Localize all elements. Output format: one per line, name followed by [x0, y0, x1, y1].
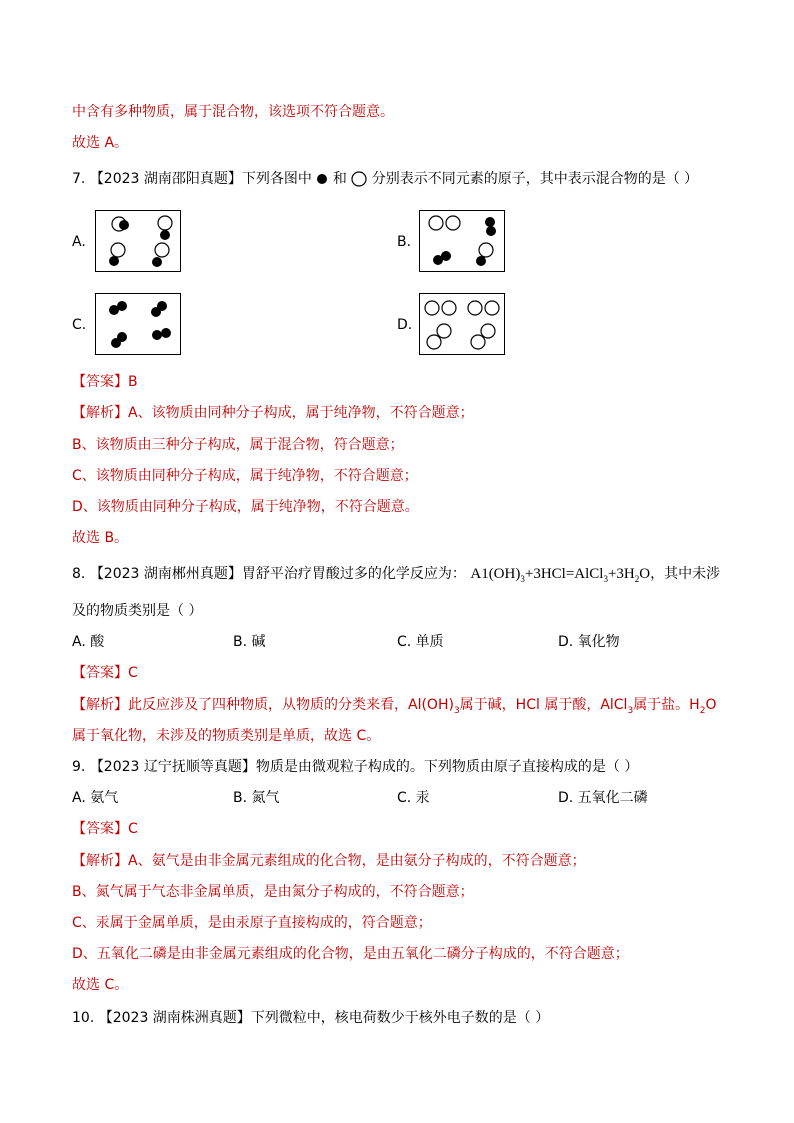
option-d-label: D.	[397, 317, 413, 333]
prev-answer-line: 中含有多种物质，属于混合物，该选项不符合题意。	[72, 104, 394, 120]
q7-source: 【2023 湖南邵阳真题】	[89, 171, 242, 187]
q8-number: 8.	[72, 566, 86, 582]
q8-analysis-tag: 【解析】	[72, 697, 128, 713]
q7-analysis-2: C、该物质由同种分子构成，属于纯净物，不符合题意；	[72, 468, 418, 484]
q8-source: 【2023 湖南郴州真题】	[89, 566, 242, 582]
q8-analysis-d: O	[705, 697, 717, 713]
eq-part-b: +3HCl=AlCl	[524, 566, 604, 582]
q8-analysis-sub1: 3	[453, 706, 460, 716]
q9-option-c: C. 汞	[397, 790, 430, 806]
prev-conclusion: 故选 A。	[72, 135, 129, 151]
q9-analysis-3: D、五氧化二磷是由非金属元素组成的化合物，是由五氧化二磷分子构成的，不符合题意；	[72, 946, 629, 962]
option-c-figure	[95, 293, 181, 355]
q7-analysis-3: D、该物质由同种分子构成，属于纯净物，不符合题意。	[72, 499, 419, 515]
eq-sub-2: 3	[603, 574, 608, 584]
q8-option-c: C. 单质	[397, 634, 444, 650]
q8-stem-line2: 及的物质类别是（ ）	[72, 603, 203, 619]
q10-stem	[72, 1008, 549, 1028]
q8-analysis-sub2: 3	[627, 706, 634, 716]
option-d-figure	[419, 293, 505, 355]
eq-sub-1: 3	[520, 574, 525, 584]
q7-answer	[72, 372, 138, 392]
q7-analysis-tag: 【解析】	[72, 405, 128, 421]
q7-analysis-0	[72, 403, 474, 423]
option-a-figure	[95, 210, 181, 272]
q9-analysis-text-0: A、氨气是由非金属元素组成的化合物，是由氨分子构成的，不符合题意；	[128, 853, 586, 869]
q7-conclusion: 故选 B。	[72, 530, 129, 546]
q9-answer-tag: 【答案】	[72, 821, 128, 837]
q8-answer-value: C	[128, 665, 138, 681]
q9-number: 9.	[72, 759, 86, 775]
q8-option-a: A. 酸	[72, 634, 105, 650]
q7-analysis-text-0: A、该物质由同种分子构成，属于纯净物，不符合题意；	[128, 405, 474, 421]
black-atom-icon	[316, 173, 328, 185]
q7-stem-a: 下列各图中	[241, 171, 312, 187]
q8-answer	[72, 663, 138, 683]
q7-answer-value: B	[128, 374, 138, 390]
q8-equation	[470, 566, 650, 582]
q8-stem-a: 胃舒平治疗胃酸过多的化学反应为：	[241, 566, 466, 582]
q7-stem-b: 和	[332, 171, 347, 187]
q9-option-b: B. 氮气	[233, 790, 280, 806]
q8-option-d: D. 氧化物	[558, 634, 620, 650]
q8-stem	[72, 564, 720, 585]
q9-stem-text: 物质是由微观粒子构成的。下列物质由原子直接构成的是（ ）	[255, 759, 639, 775]
option-a-label: A.	[72, 234, 86, 250]
q10-source: 【2023 湖南株洲真题】	[98, 1010, 251, 1026]
option-b-figure	[419, 210, 505, 272]
q9-analysis-tag: 【解析】	[72, 853, 128, 869]
q7-number: 7.	[72, 171, 86, 187]
q9-analysis-1: B、氮气属于气态非金属单质，是由氮分子构成的，不符合题意；	[72, 884, 474, 900]
white-atom-icon	[351, 171, 367, 187]
eq-sub-3: 2	[634, 574, 640, 584]
q9-option-a: A. 氨气	[72, 790, 119, 806]
q8-analysis-b: 属于碱，HCl 属于酸，AlCl	[459, 697, 628, 713]
eq-part-d: O	[639, 566, 651, 582]
q8-stem-b: ，其中未涉	[650, 566, 721, 582]
q7-stem	[72, 169, 698, 189]
q9-analysis-2: C、汞属于金属单质，是由汞原子直接构成的，符合题意；	[72, 915, 432, 931]
q7-answer-tag: 【答案】	[72, 374, 128, 390]
eq-part-c: +3H	[607, 566, 635, 582]
q8-analysis	[72, 695, 716, 717]
q10-number: 10.	[72, 1010, 95, 1026]
q8-analysis-c: 属于盐。H	[633, 697, 700, 713]
q8-answer-tag: 【答案】	[72, 665, 128, 681]
q8-analysis-sub3: 2	[699, 706, 706, 716]
q9-answer-value: C	[128, 821, 138, 837]
q9-source: 【2023 辽宁抚顺等真题】	[89, 759, 256, 775]
q8-analysis-a: 此反应涉及了四种物质，从物质的分类来看，Al(OH)	[128, 697, 454, 713]
q9-analysis-0	[72, 851, 586, 871]
q9-conclusion: 故选 C。	[72, 977, 129, 993]
eq-part-a: A1(OH)	[470, 566, 521, 582]
q9-stem	[72, 757, 638, 777]
q8-option-b: B. 碱	[233, 634, 266, 650]
q8-analysis-line2: 属于氧化物，未涉及的物质类别是单质，故选 C。	[72, 728, 381, 744]
q7-stem-c: 分别表示不同元素的原子，其中表示混合物的是（ ）	[371, 171, 699, 187]
q7-analysis-1: B、该物质由三种分子构成，属于混合物，符合题意；	[72, 437, 404, 453]
q9-answer	[72, 819, 138, 839]
q10-stem-text: 下列微粒中，核电荷数少于核外电子数的是（ ）	[250, 1010, 550, 1026]
option-c-label: C.	[72, 317, 87, 333]
option-b-label: B.	[397, 234, 412, 250]
q9-option-d: D. 五氧化二磷	[558, 790, 648, 806]
